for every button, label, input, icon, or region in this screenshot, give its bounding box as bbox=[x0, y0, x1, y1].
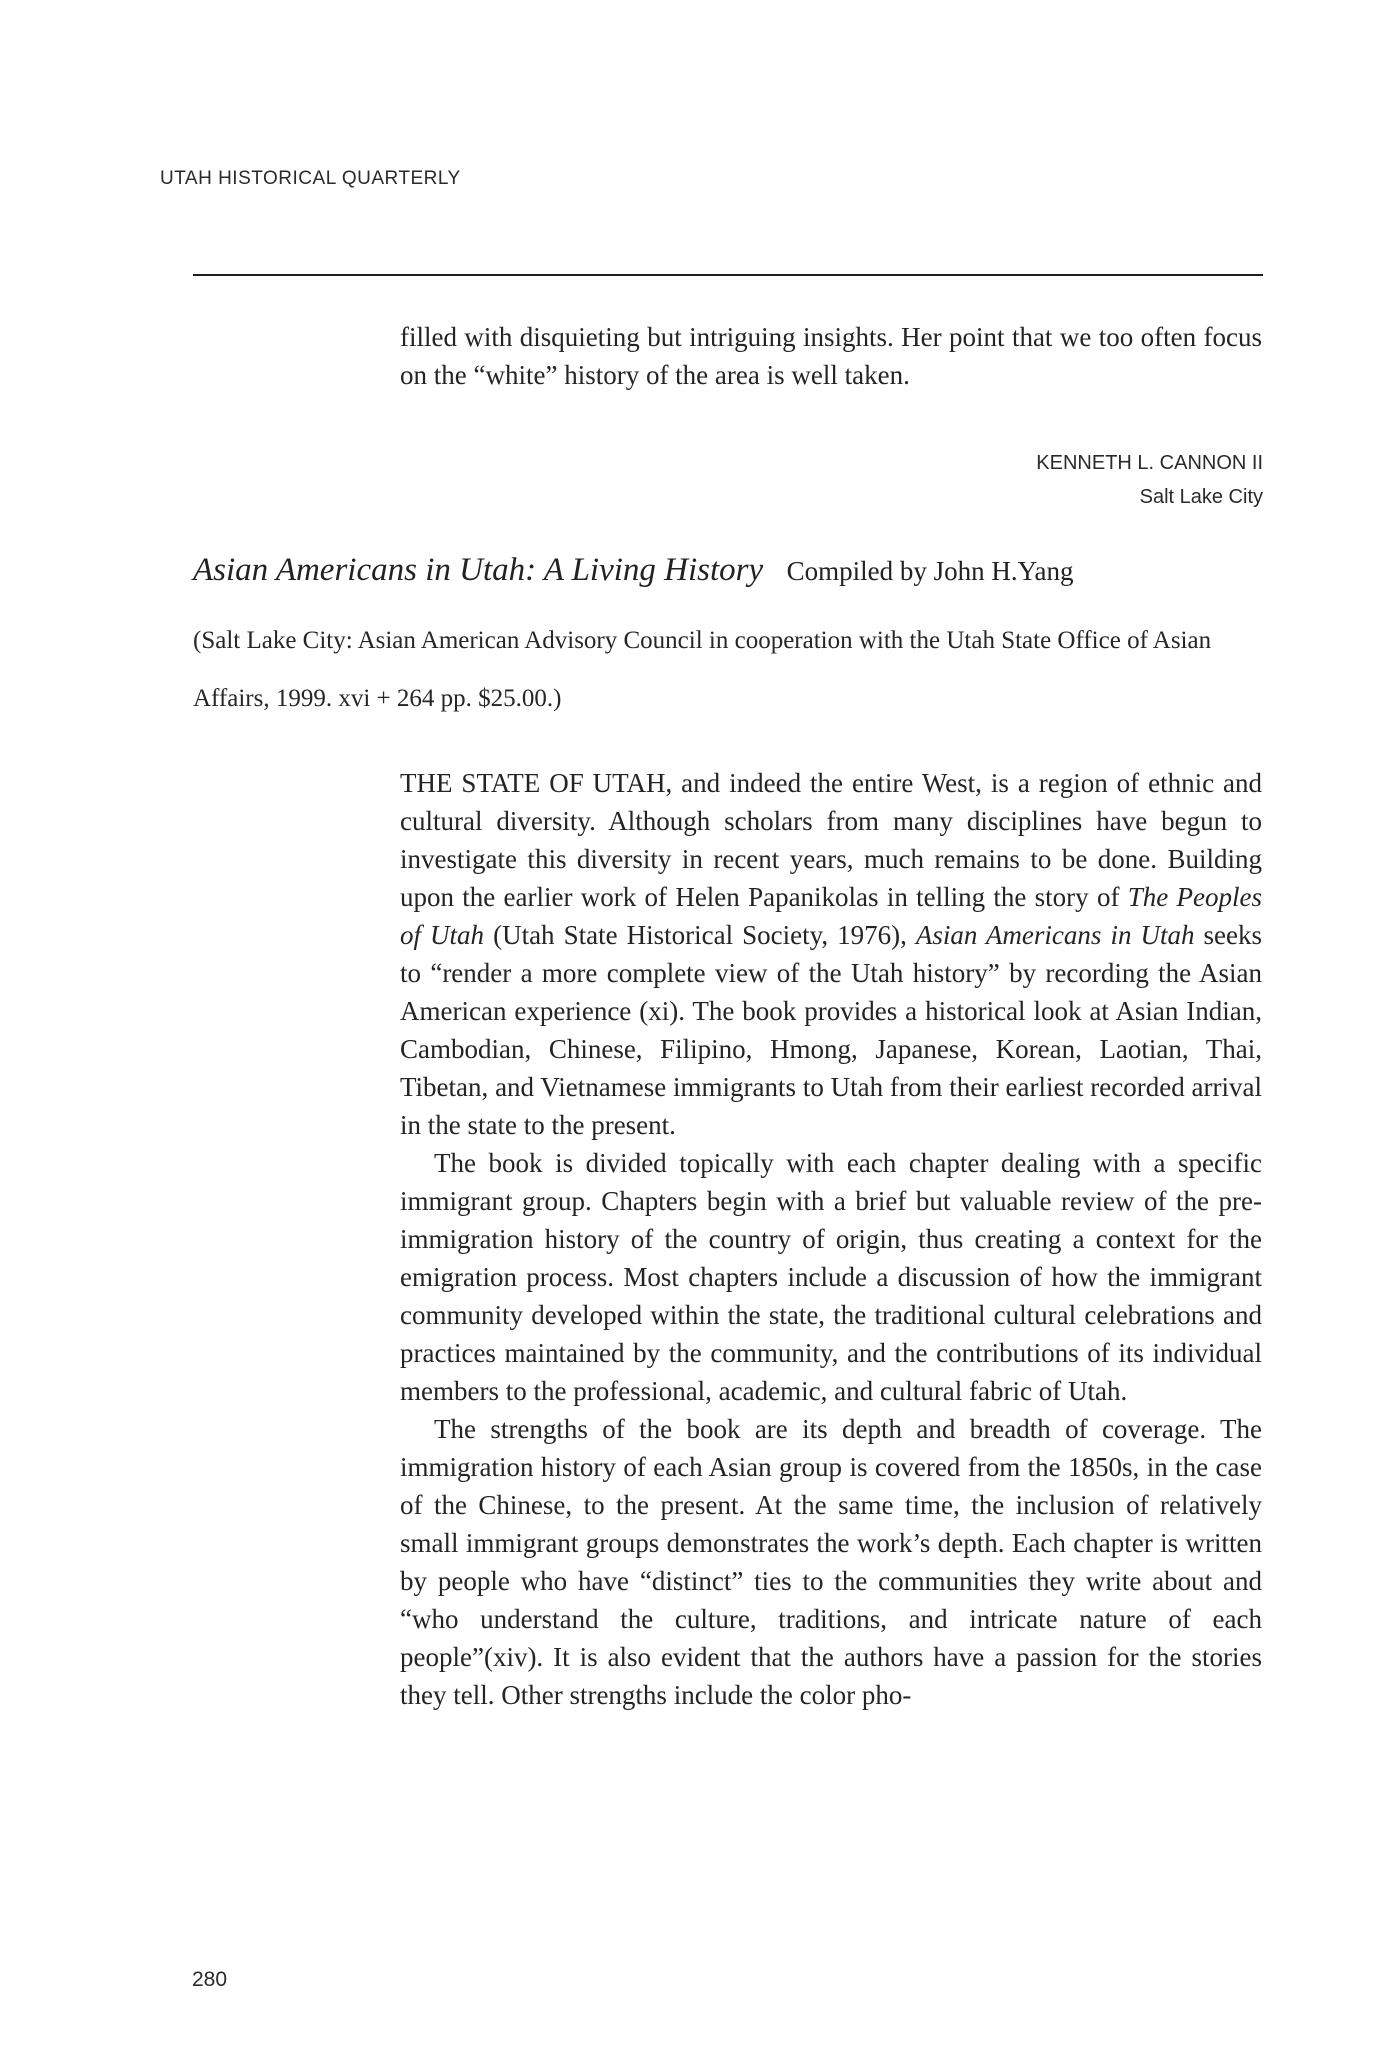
running-head: UTAH HISTORICAL QUARTERLY bbox=[160, 168, 461, 189]
publication-info: (Salt Lake City: Asian American Advisory Council in cooperation with the Utah State Office of Asian Affairs, 1999. xvi + 264 pp. $25.00.) bbox=[193, 627, 1212, 712]
book-compiler: Compiled by John H.Yang bbox=[786, 556, 1074, 586]
page-number: 280 bbox=[192, 1968, 228, 1991]
book-title: Asian Americans in Utah: A Living History bbox=[193, 552, 764, 588]
reviewer-location: Salt Lake City bbox=[1139, 486, 1263, 508]
review-body bbox=[400, 764, 1262, 1714]
review-p1-book-ref-peoples: The Peoples of Utah bbox=[400, 882, 1262, 950]
reviewer-name: KENNETH L. CANNON II bbox=[1036, 452, 1263, 474]
book-heading bbox=[193, 552, 1273, 589]
review-paragraph-3: The strengths of the book are its depth and breadth of coverage. The immigration history of each Asian group is covered from the 1850s, in the case of the Chinese, to the present. At the same time, the inclusion of relatively small immigrant groups demonstrates the work’s depth. Each chapter is written by people who have “distinct” ties to the communities they write about and “who understand the culture, traditions, and intricate nature of each people”(xiv). It is also evident that the authors have a passion for the stories they tell. Other strengths include the color pho- bbox=[400, 1414, 1262, 1710]
previous-review-closing-text: filled with disquieting but intriguing insights. Her point that we too often focus on the “white” history of the area is well taken. bbox=[400, 322, 1262, 390]
review-paragraph-2: The book is divided topically with each chapter dealing with a specific immigrant group. Chapters begin with a brief but valuable review of the pre-immigration history of the country of origin, thus creating a context for the emigration process. Most chapters include a discussion of how the immigrant community developed within the state, the traditional cultural celebrations and practices maintained by the community, and the contributions of its individual members to the professional, academic, and cultural fabric of Utah. bbox=[400, 1148, 1262, 1406]
review-p1-text-b: (Utah State Historical Society, 1976), bbox=[484, 920, 916, 950]
review-p1-book-ref-asian: Asian Americans in Utah bbox=[915, 920, 1195, 950]
review-paragraph-1 bbox=[400, 764, 1262, 1144]
header-rule bbox=[193, 274, 1263, 276]
review-p1-text-a: THE STATE OF UTAH, and indeed the entire West, is a region of ethnic and cultural diversity. Although scholars from many disciplines have begun to investigate this diversity in recent years, much remains to be done. Building upon the earlier work of Helen Papanikolas in telling the story of bbox=[400, 768, 1262, 912]
review-p1-text-c: seeks to “render a more complete view of the Utah history” by recording the Asian American experience (xi). The book provides a historical look at Asian Indian, Cambodian, Chinese, Filipino, Hmong, Japanese, Korean, Laotian, Thai, Tibetan, and Vietnamese immigrants to Utah from their earliest recorded arrival in the state to the present. bbox=[400, 920, 1262, 1140]
